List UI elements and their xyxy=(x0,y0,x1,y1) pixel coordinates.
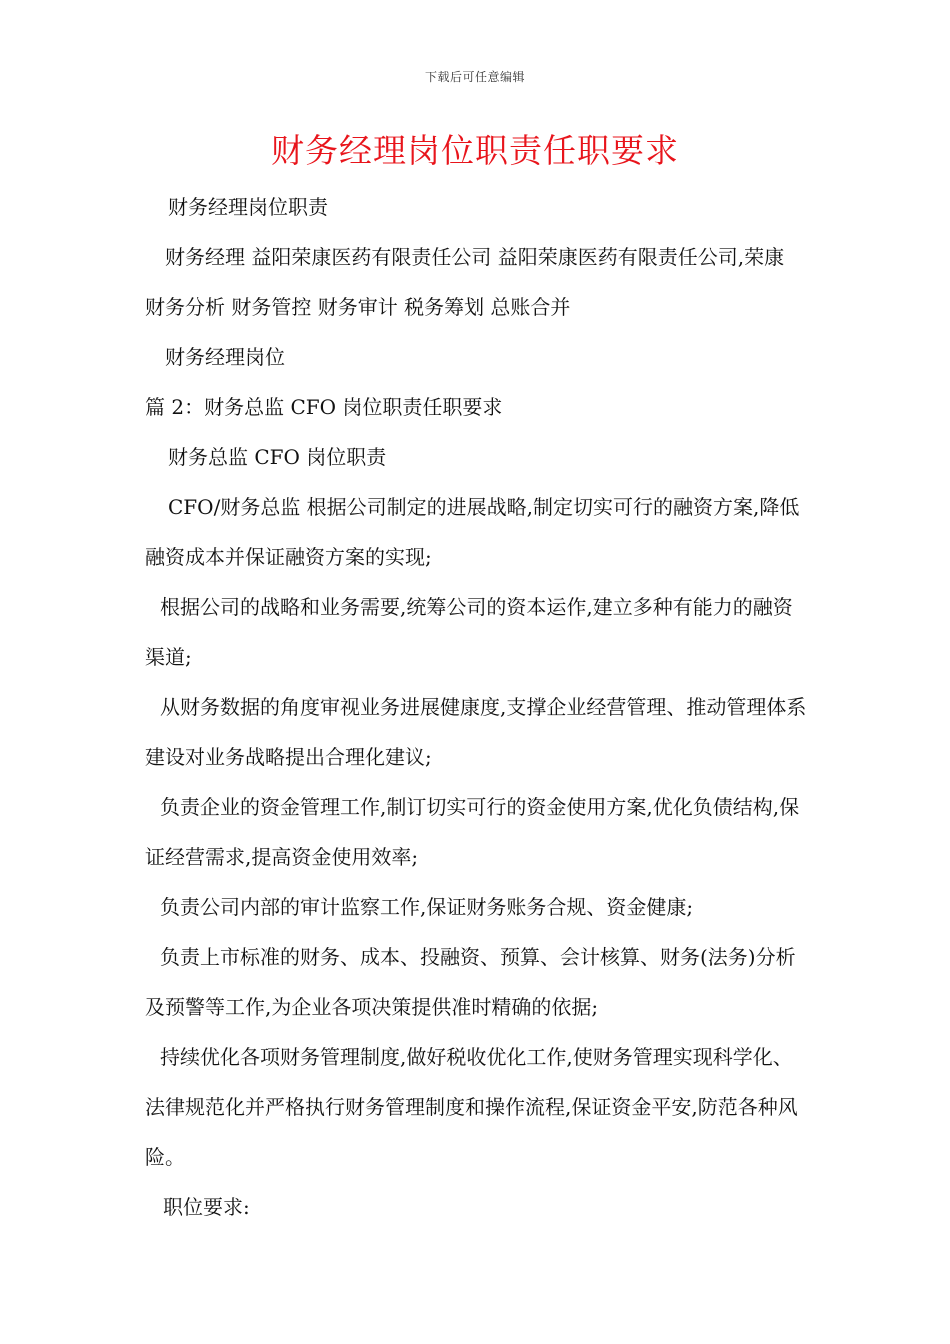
paragraph-duty-listing: 负责上市标准的财务、成本、投融资、预算、会计核算、财务(法务)分析及预警等工作,为企业各项决策提供准时精确的依据; xyxy=(145,945,796,1019)
paragraph-section-heading: 财务经理岗位职责 xyxy=(168,195,328,219)
document-title: 财务经理岗位职责任职要求 xyxy=(271,131,679,170)
header-note: 下载后可任意编辑 xyxy=(424,70,525,84)
paragraph-cfo-heading: 财务总监 CFO 岗位职责 xyxy=(168,445,387,469)
paragraph-position: 财务经理岗位 xyxy=(165,345,285,369)
paragraph-duty-funds: 负责企业的资金管理工作,制订切实可行的资金使用方案,优化负债结构,保证经营需求,提高资金使用效率; xyxy=(145,795,800,869)
paragraph-duty-audit: 负责公司内部的审计监察工作,保证财务账务合规、资金健康; xyxy=(160,895,694,919)
paragraph-duty-financing: CFO/财务总监 根据公司制定的进展战略,制定切实可行的融资方案,降低融资成本并保证融资方案的实现; xyxy=(145,495,800,569)
paragraph-duty-capital: 根据公司的战略和业务需要,统筹公司的资本运作,建立多种有能力的融资渠道; xyxy=(145,595,793,669)
paragraph-requirements-heading: 职位要求: xyxy=(163,1195,250,1219)
paragraph-duty-optimize: 持续优化各项财务管理制度,做好税收优化工作,使财务管理实现科学化、法律规范化并严格执行财务管理制度和操作流程,保证资金平安,防范各种风险。 xyxy=(145,1045,798,1169)
paragraph-keywords: 财务经理 益阳荣康医药有限责任公司 益阳荣康医药有限责任公司,荣康 财务分析 财务管控 财务审计 税务筹划 总账合并 xyxy=(145,245,785,319)
paragraph-chapter-heading: 篇 2：财务总监 CFO 岗位职责任职要求 xyxy=(145,395,503,419)
document-body xyxy=(145,182,810,1232)
paragraph-duty-data: 从财务数据的角度审视业务进展健康度,支撑企业经营管理、推动管理体系建设对业务战略提出合理化建议; xyxy=(145,695,807,769)
